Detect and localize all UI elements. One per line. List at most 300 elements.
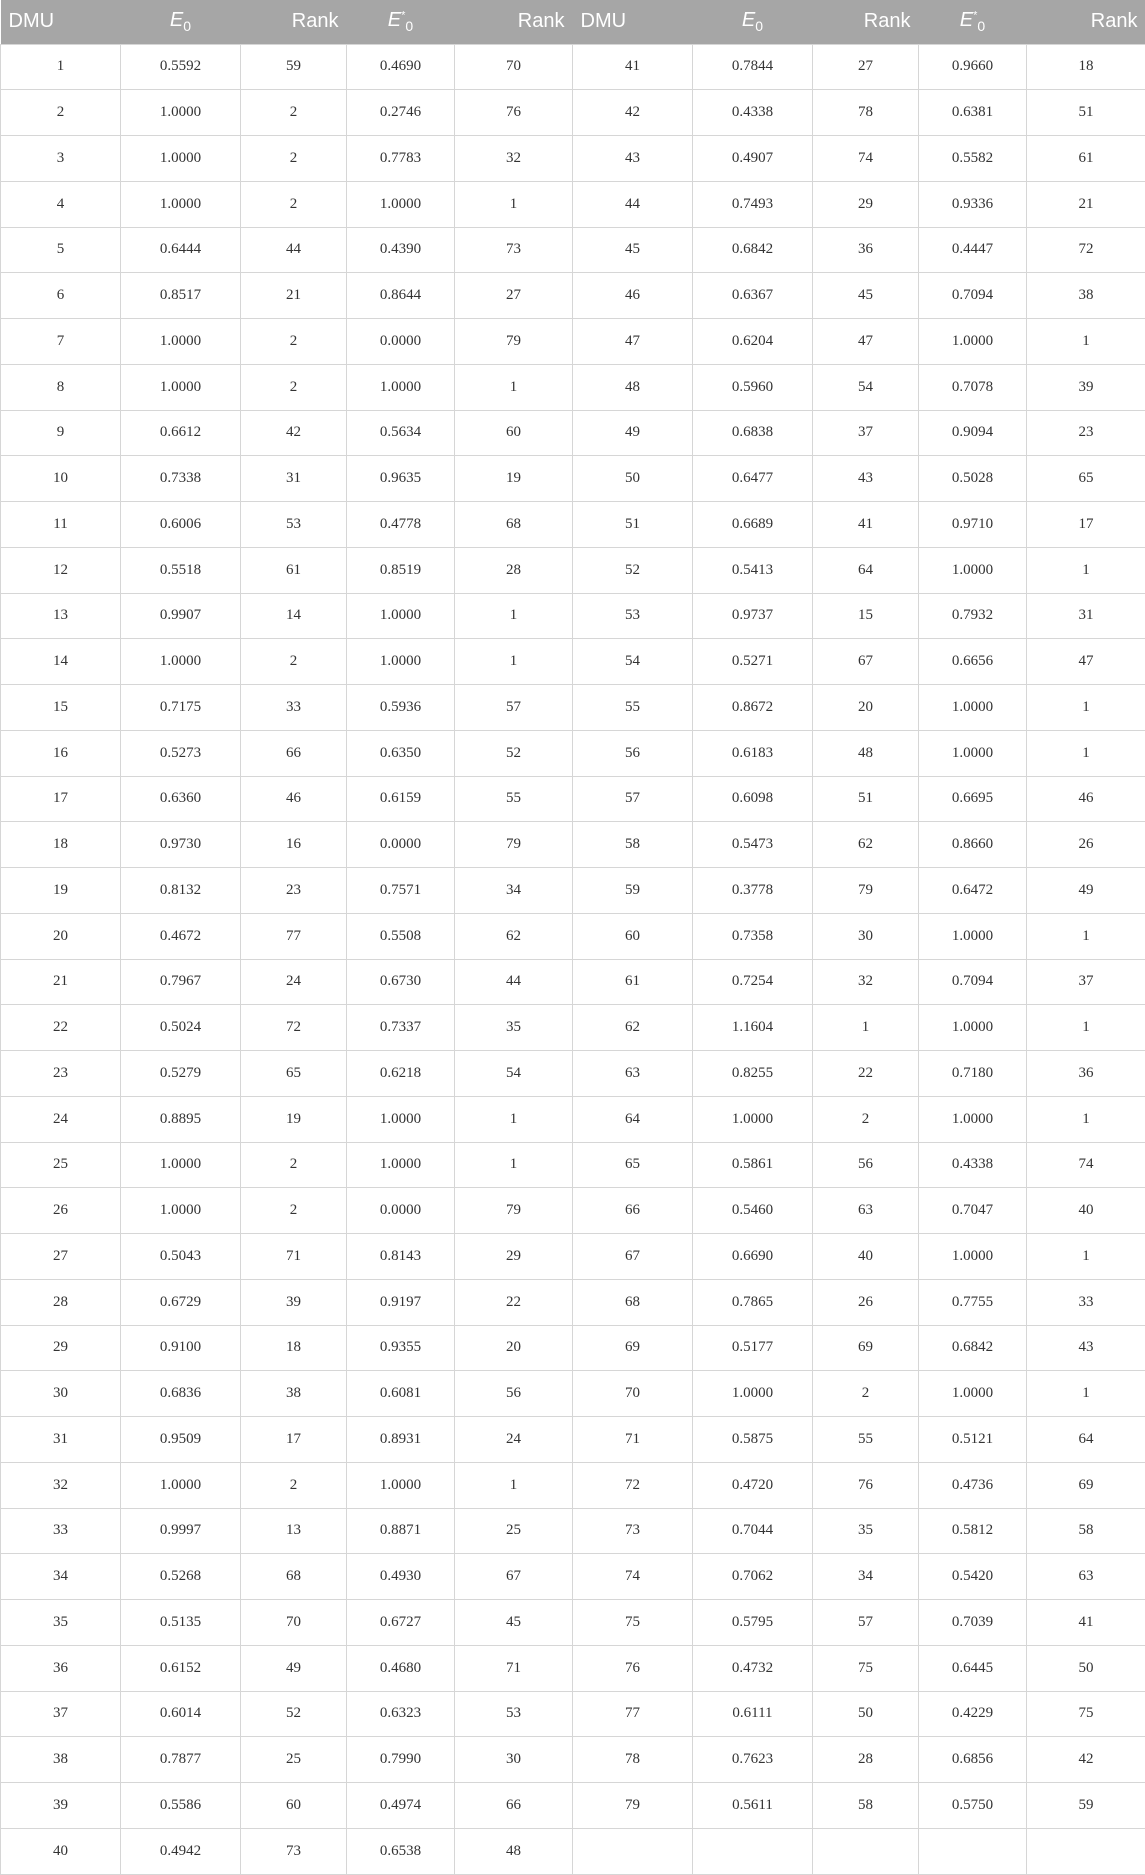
e0-star-cell: 0.5634 — [347, 410, 455, 456]
e0-cell: 0.6098 — [693, 776, 813, 822]
dmu-cell: 73 — [573, 1508, 693, 1554]
e0-star-cell: 0.5028 — [919, 456, 1027, 502]
rank-star-cell: 1 — [1027, 1234, 1145, 1280]
table-row — [1, 822, 1145, 868]
rank-cell: 33 — [241, 685, 347, 731]
e0-cell: 0.7358 — [693, 913, 813, 959]
rank-cell: 65 — [241, 1051, 347, 1097]
rank-cell: 52 — [241, 1691, 347, 1737]
rank-star-cell: 1 — [455, 1142, 573, 1188]
rank-star-cell: 52 — [455, 730, 573, 776]
rank-star-cell — [1027, 1828, 1145, 1874]
e0-star-cell: 0.7783 — [347, 136, 455, 182]
e0-cell: 1.0000 — [121, 319, 241, 365]
rank-star-cell: 31 — [1027, 593, 1145, 639]
e0-cell: 0.5960 — [693, 364, 813, 410]
rank-star-cell: 61 — [1027, 136, 1145, 182]
rank-cell: 73 — [241, 1828, 347, 1874]
rank-star-cell: 21 — [1027, 181, 1145, 227]
rank-star-cell: 18 — [1027, 44, 1145, 90]
rank-cell: 2 — [813, 1371, 919, 1417]
rank-star-cell: 55 — [455, 776, 573, 822]
dmu-cell: 42 — [573, 90, 693, 136]
rank-cell: 24 — [241, 959, 347, 1005]
e0-cell: 1.0000 — [121, 181, 241, 227]
e0-cell: 0.7175 — [121, 685, 241, 731]
e0-star-cell: 0.0000 — [347, 1188, 455, 1234]
rank-cell: 38 — [241, 1371, 347, 1417]
rank-star-cell: 49 — [1027, 868, 1145, 914]
rank-star-cell: 32 — [455, 136, 573, 182]
rank-cell: 59 — [241, 44, 347, 90]
header-rank: Rank — [291, 10, 339, 33]
e0-star-cell: 0.8931 — [347, 1417, 455, 1463]
dmu-cell: 35 — [1, 1600, 121, 1646]
dmu-cell: 25 — [1, 1142, 121, 1188]
rank-cell: 40 — [813, 1234, 919, 1280]
rank-cell: 2 — [241, 1142, 347, 1188]
dmu-cell: 40 — [1, 1828, 121, 1874]
rank-star-cell: 62 — [455, 913, 573, 959]
dmu-cell: 52 — [573, 547, 693, 593]
rank-star-cell: 45 — [455, 1600, 573, 1646]
table-row — [1, 90, 1145, 136]
dmu-cell: 3 — [1, 136, 121, 182]
e0-star-cell: 0.6842 — [919, 1325, 1027, 1371]
rank-star-cell: 1 — [455, 181, 573, 227]
table-row — [1, 364, 1145, 410]
table-row — [1, 410, 1145, 456]
e0-star-cell: 0.9094 — [919, 410, 1027, 456]
dmu-cell: 14 — [1, 639, 121, 685]
rank-cell: 13 — [241, 1508, 347, 1554]
e0-star-cell: 1.0000 — [347, 364, 455, 410]
rank-cell: 2 — [241, 364, 347, 410]
table-row — [1, 319, 1145, 365]
rank-star-cell: 66 — [455, 1783, 573, 1829]
e0-star-cell: 0.5420 — [919, 1554, 1027, 1600]
dmu-cell: 45 — [573, 227, 693, 273]
rank-cell: 22 — [813, 1051, 919, 1097]
rank-cell: 2 — [241, 1188, 347, 1234]
e0-cell: 0.6006 — [121, 502, 241, 548]
e0-star-cell: 0.6538 — [347, 1828, 455, 1874]
rank-cell: 23 — [241, 868, 347, 914]
e0-cell: 0.8255 — [693, 1051, 813, 1097]
rank-star-cell: 43 — [1027, 1325, 1145, 1371]
rank-star-cell: 22 — [455, 1279, 573, 1325]
table-row — [1, 1828, 1145, 1874]
table-row — [1, 136, 1145, 182]
dmu-cell: 7 — [1, 319, 121, 365]
rank-star-cell: 24 — [455, 1417, 573, 1463]
table-row — [1, 730, 1145, 776]
rank-cell: 2 — [813, 1096, 919, 1142]
table-row — [1, 913, 1145, 959]
rank-star-cell: 79 — [455, 822, 573, 868]
rank-star-cell: 76 — [455, 90, 573, 136]
rank-star-cell: 68 — [455, 502, 573, 548]
dmu-cell — [573, 1828, 693, 1874]
dmu-cell: 5 — [1, 227, 121, 273]
e0-star-cell: 0.4974 — [347, 1783, 455, 1829]
rank-cell: 77 — [241, 913, 347, 959]
rank-star-cell: 37 — [1027, 959, 1145, 1005]
rank-star-cell: 67 — [455, 1554, 573, 1600]
rank-star-cell: 1 — [1027, 1005, 1145, 1051]
dmu-cell: 79 — [573, 1783, 693, 1829]
header-rank-star: Rank — [517, 10, 565, 33]
rank-cell: 70 — [241, 1600, 347, 1646]
dmu-cell: 8 — [1, 364, 121, 410]
dmu-cell: 33 — [1, 1508, 121, 1554]
dmu-cell: 24 — [1, 1096, 121, 1142]
dmu-cell: 37 — [1, 1691, 121, 1737]
dmu-cell: 44 — [573, 181, 693, 227]
e0-star-cell: 0.0000 — [347, 822, 455, 868]
e0-star-cell: 0.5936 — [347, 685, 455, 731]
table-row — [1, 776, 1145, 822]
e0-star-cell: 0.8644 — [347, 273, 455, 319]
e0-cell: 0.6444 — [121, 227, 241, 273]
e0-star-cell: 0.4930 — [347, 1554, 455, 1600]
table-row — [1, 868, 1145, 914]
e0-cell: 0.7338 — [121, 456, 241, 502]
e0-star-cell: 0.7094 — [919, 959, 1027, 1005]
e0-star-cell: 0.4390 — [347, 227, 455, 273]
dmu-cell: 29 — [1, 1325, 121, 1371]
e0-star-cell: 0.7047 — [919, 1188, 1027, 1234]
e0-cell: 0.5273 — [121, 730, 241, 776]
e0-cell: 0.4338 — [693, 90, 813, 136]
rank-cell: 56 — [813, 1142, 919, 1188]
e0-cell: 0.9509 — [121, 1417, 241, 1463]
e0-star-cell: 0.4690 — [347, 44, 455, 90]
e0-cell: 0.4907 — [693, 136, 813, 182]
e0-cell: 0.5473 — [693, 822, 813, 868]
rank-star-cell: 25 — [455, 1508, 573, 1554]
dmu-cell: 10 — [1, 456, 121, 502]
e0-cell: 1.0000 — [121, 364, 241, 410]
header-row — [1, 0, 1145, 44]
e0-star-cell: 1.0000 — [347, 1142, 455, 1188]
rank-cell: 68 — [241, 1554, 347, 1600]
rank-cell: 2 — [241, 639, 347, 685]
table-row — [1, 1737, 1145, 1783]
e0-cell: 0.4942 — [121, 1828, 241, 1874]
dmu-cell: 76 — [573, 1645, 693, 1691]
rank-cell: 64 — [813, 547, 919, 593]
e0-star-cell: 0.5508 — [347, 913, 455, 959]
rank-cell: 74 — [813, 136, 919, 182]
e0-cell: 0.5795 — [693, 1600, 813, 1646]
rank-cell: 2 — [241, 136, 347, 182]
rank-star-cell: 75 — [1027, 1691, 1145, 1737]
rank-star-cell: 30 — [455, 1737, 573, 1783]
dmu-cell: 56 — [573, 730, 693, 776]
table-row — [1, 1325, 1145, 1371]
e0-cell: 0.9907 — [121, 593, 241, 639]
e0-star-cell: 0.7990 — [347, 1737, 455, 1783]
e0-star-cell: 0.5750 — [919, 1783, 1027, 1829]
e0-cell: 0.5279 — [121, 1051, 241, 1097]
rank-star-cell: 1 — [1027, 1096, 1145, 1142]
rank-star-cell: 1 — [455, 639, 573, 685]
e0-star-cell: 0.7039 — [919, 1600, 1027, 1646]
e0-star-cell: 1.0000 — [919, 913, 1027, 959]
e0-cell: 1.0000 — [121, 1188, 241, 1234]
rank-star-cell: 51 — [1027, 90, 1145, 136]
e0-cell: 0.6204 — [693, 319, 813, 365]
e0-cell: 0.5271 — [693, 639, 813, 685]
rank-star-cell: 1 — [1027, 319, 1145, 365]
rank-star-cell: 1 — [1027, 685, 1145, 731]
dmu-cell: 18 — [1, 822, 121, 868]
dmu-cell: 11 — [1, 502, 121, 548]
dmu-cell: 48 — [573, 364, 693, 410]
e0-cell: 0.7877 — [121, 1737, 241, 1783]
table-row — [1, 1508, 1145, 1554]
e0-star-cell: 0.9197 — [347, 1279, 455, 1325]
table-row — [1, 1417, 1145, 1463]
rank-cell: 35 — [813, 1508, 919, 1554]
table-row — [1, 227, 1145, 273]
dmu-cell: 39 — [1, 1783, 121, 1829]
e0-cell: 0.6183 — [693, 730, 813, 776]
rank-star-cell: 39 — [1027, 364, 1145, 410]
dmu-cell: 4 — [1, 181, 121, 227]
e0-star-cell: 1.0000 — [919, 319, 1027, 365]
table-row — [1, 639, 1145, 685]
dmu-cell: 20 — [1, 913, 121, 959]
e0-cell: 0.6836 — [121, 1371, 241, 1417]
table-row — [1, 44, 1145, 90]
rank-star-cell: 26 — [1027, 822, 1145, 868]
e0-cell: 0.5413 — [693, 547, 813, 593]
rank-star-cell: 79 — [455, 1188, 573, 1234]
dmu-cell: 49 — [573, 410, 693, 456]
rank-cell: 28 — [813, 1737, 919, 1783]
rank-star-cell: 1 — [1027, 1371, 1145, 1417]
e0-cell: 0.5460 — [693, 1188, 813, 1234]
dmu-cell: 63 — [573, 1051, 693, 1097]
table-row — [1, 685, 1145, 731]
rank-star-cell: 1 — [455, 364, 573, 410]
table-body — [1, 44, 1145, 1874]
rank-cell: 61 — [241, 547, 347, 593]
dmu-cell: 19 — [1, 868, 121, 914]
rank-star-cell: 1 — [455, 1096, 573, 1142]
e0-cell: 0.6014 — [121, 1691, 241, 1737]
rank-cell — [813, 1828, 919, 1874]
e0-cell: 0.8895 — [121, 1096, 241, 1142]
rank-star-cell: 53 — [455, 1691, 573, 1737]
e0-star-cell: 1.0000 — [919, 730, 1027, 776]
table-row — [1, 1142, 1145, 1188]
e0-cell: 0.9737 — [693, 593, 813, 639]
e0-star-cell: 0.6656 — [919, 639, 1027, 685]
rank-cell: 79 — [813, 868, 919, 914]
rank-star-cell: 50 — [1027, 1645, 1145, 1691]
rank-cell: 62 — [813, 822, 919, 868]
rank-cell: 72 — [241, 1005, 347, 1051]
e0-cell: 0.6690 — [693, 1234, 813, 1280]
e0-cell: 0.8672 — [693, 685, 813, 731]
header-dmu: DMU — [8, 10, 55, 33]
rank-cell: 18 — [241, 1325, 347, 1371]
dmu-cell: 26 — [1, 1188, 121, 1234]
e0-cell: 1.0000 — [121, 1462, 241, 1508]
rank-cell: 53 — [241, 502, 347, 548]
rank-star-cell: 1 — [455, 593, 573, 639]
rank-star-cell: 38 — [1027, 273, 1145, 319]
header-rank-2: Rank — [863, 10, 911, 33]
e0-star-cell: 1.0000 — [347, 1096, 455, 1142]
e0-star-cell: 0.5812 — [919, 1508, 1027, 1554]
rank-star-cell: 46 — [1027, 776, 1145, 822]
dmu-cell: 72 — [573, 1462, 693, 1508]
rank-star-cell: 40 — [1027, 1188, 1145, 1234]
dmu-cell: 77 — [573, 1691, 693, 1737]
e0-star-cell: 1.0000 — [919, 1005, 1027, 1051]
rank-cell: 31 — [241, 456, 347, 502]
e0-star-cell: 1.0000 — [347, 593, 455, 639]
rank-cell: 15 — [813, 593, 919, 639]
rank-cell: 58 — [813, 1783, 919, 1829]
dmu-cell: 21 — [1, 959, 121, 1005]
dmu-cell: 23 — [1, 1051, 121, 1097]
rank-cell: 36 — [813, 227, 919, 273]
rank-star-cell: 1 — [455, 1462, 573, 1508]
e0-star-cell: 0.9635 — [347, 456, 455, 502]
table-row — [1, 1371, 1145, 1417]
rank-star-cell: 64 — [1027, 1417, 1145, 1463]
dmu-cell: 46 — [573, 273, 693, 319]
e0-star-cell: 0.6218 — [347, 1051, 455, 1097]
rank-cell: 44 — [241, 227, 347, 273]
e0-star-cell: 0.6323 — [347, 1691, 455, 1737]
dmu-cell: 57 — [573, 776, 693, 822]
e0-star-cell: 0.6695 — [919, 776, 1027, 822]
e0-cell — [693, 1828, 813, 1874]
rank-star-cell: 19 — [455, 456, 573, 502]
e0-cell: 0.6689 — [693, 502, 813, 548]
rank-cell: 75 — [813, 1645, 919, 1691]
e0-star-cell: 1.0000 — [919, 547, 1027, 593]
dmu-cell: 30 — [1, 1371, 121, 1417]
table-row — [1, 456, 1145, 502]
rank-cell: 21 — [241, 273, 347, 319]
e0-cell: 1.1604 — [693, 1005, 813, 1051]
rank-cell: 45 — [813, 273, 919, 319]
e0-cell: 0.5177 — [693, 1325, 813, 1371]
dmu-cell: 1 — [1, 44, 121, 90]
e0-cell: 0.6729 — [121, 1279, 241, 1325]
e0-star-cell: 0.9660 — [919, 44, 1027, 90]
rank-cell: 51 — [813, 776, 919, 822]
table-header — [1, 0, 1145, 44]
rank-star-cell: 65 — [1027, 456, 1145, 502]
rank-cell: 43 — [813, 456, 919, 502]
table-row — [1, 1600, 1145, 1646]
e0-cell: 0.6152 — [121, 1645, 241, 1691]
rank-cell: 2 — [241, 181, 347, 227]
e0-star-cell: 1.0000 — [347, 639, 455, 685]
e0-star-cell: 0.5121 — [919, 1417, 1027, 1463]
dmu-cell: 62 — [573, 1005, 693, 1051]
e0-star-cell: 1.0000 — [347, 1462, 455, 1508]
header-dmu-2: DMU — [580, 10, 627, 33]
rank-cell: 55 — [813, 1417, 919, 1463]
dmu-cell: 28 — [1, 1279, 121, 1325]
rank-star-cell: 27 — [455, 273, 573, 319]
e0-cell: 0.9100 — [121, 1325, 241, 1371]
table-row — [1, 1462, 1145, 1508]
e0-cell: 1.0000 — [121, 90, 241, 136]
rank-cell: 41 — [813, 502, 919, 548]
e0-star-cell: 0.0000 — [347, 319, 455, 365]
rank-star-cell: 17 — [1027, 502, 1145, 548]
rank-cell: 29 — [813, 181, 919, 227]
e0-cell: 0.8132 — [121, 868, 241, 914]
rank-cell: 20 — [813, 685, 919, 731]
dmu-cell: 64 — [573, 1096, 693, 1142]
rank-star-cell: 1 — [1027, 547, 1145, 593]
dmu-cell: 51 — [573, 502, 693, 548]
dmu-cell: 58 — [573, 822, 693, 868]
dmu-cell: 55 — [573, 685, 693, 731]
rank-cell: 30 — [813, 913, 919, 959]
e0-cell: 0.6477 — [693, 456, 813, 502]
rank-cell: 57 — [813, 1600, 919, 1646]
e0-star-cell: 0.4447 — [919, 227, 1027, 273]
e0-cell: 0.7493 — [693, 181, 813, 227]
rank-star-cell: 29 — [455, 1234, 573, 1280]
dmu-cell: 59 — [573, 868, 693, 914]
e0-star-cell: 0.6381 — [919, 90, 1027, 136]
dmu-cell: 32 — [1, 1462, 121, 1508]
rank-star-cell: 35 — [455, 1005, 573, 1051]
rank-cell: 67 — [813, 639, 919, 685]
table-row — [1, 1096, 1145, 1142]
rank-cell: 2 — [241, 1462, 347, 1508]
rank-cell: 48 — [813, 730, 919, 776]
dmu-cell: 54 — [573, 639, 693, 685]
e0-star-cell: 0.5582 — [919, 136, 1027, 182]
e0-cell: 1.0000 — [121, 639, 241, 685]
e0-cell: 0.6111 — [693, 1691, 813, 1737]
e0-star-cell: 0.7094 — [919, 273, 1027, 319]
rank-star-cell: 41 — [1027, 1600, 1145, 1646]
e0-star-cell: 0.6730 — [347, 959, 455, 1005]
dmu-cell: 9 — [1, 410, 121, 456]
rank-star-cell: 1 — [1027, 913, 1145, 959]
rank-star-cell: 70 — [455, 44, 573, 90]
rank-star-cell: 28 — [455, 547, 573, 593]
header-e0: $E_0$ — [169, 9, 192, 35]
rank-star-cell: 47 — [1027, 639, 1145, 685]
e0-star-cell: 0.6350 — [347, 730, 455, 776]
e0-cell: 0.6360 — [121, 776, 241, 822]
dmu-cell: 71 — [573, 1417, 693, 1463]
e0-cell: 0.5861 — [693, 1142, 813, 1188]
e0-star-cell: 0.4680 — [347, 1645, 455, 1691]
e0-star-cell: 0.4229 — [919, 1691, 1027, 1737]
dmu-cell: 34 — [1, 1554, 121, 1600]
rank-star-cell: 79 — [455, 319, 573, 365]
table-row — [1, 1234, 1145, 1280]
dmu-cell: 47 — [573, 319, 693, 365]
